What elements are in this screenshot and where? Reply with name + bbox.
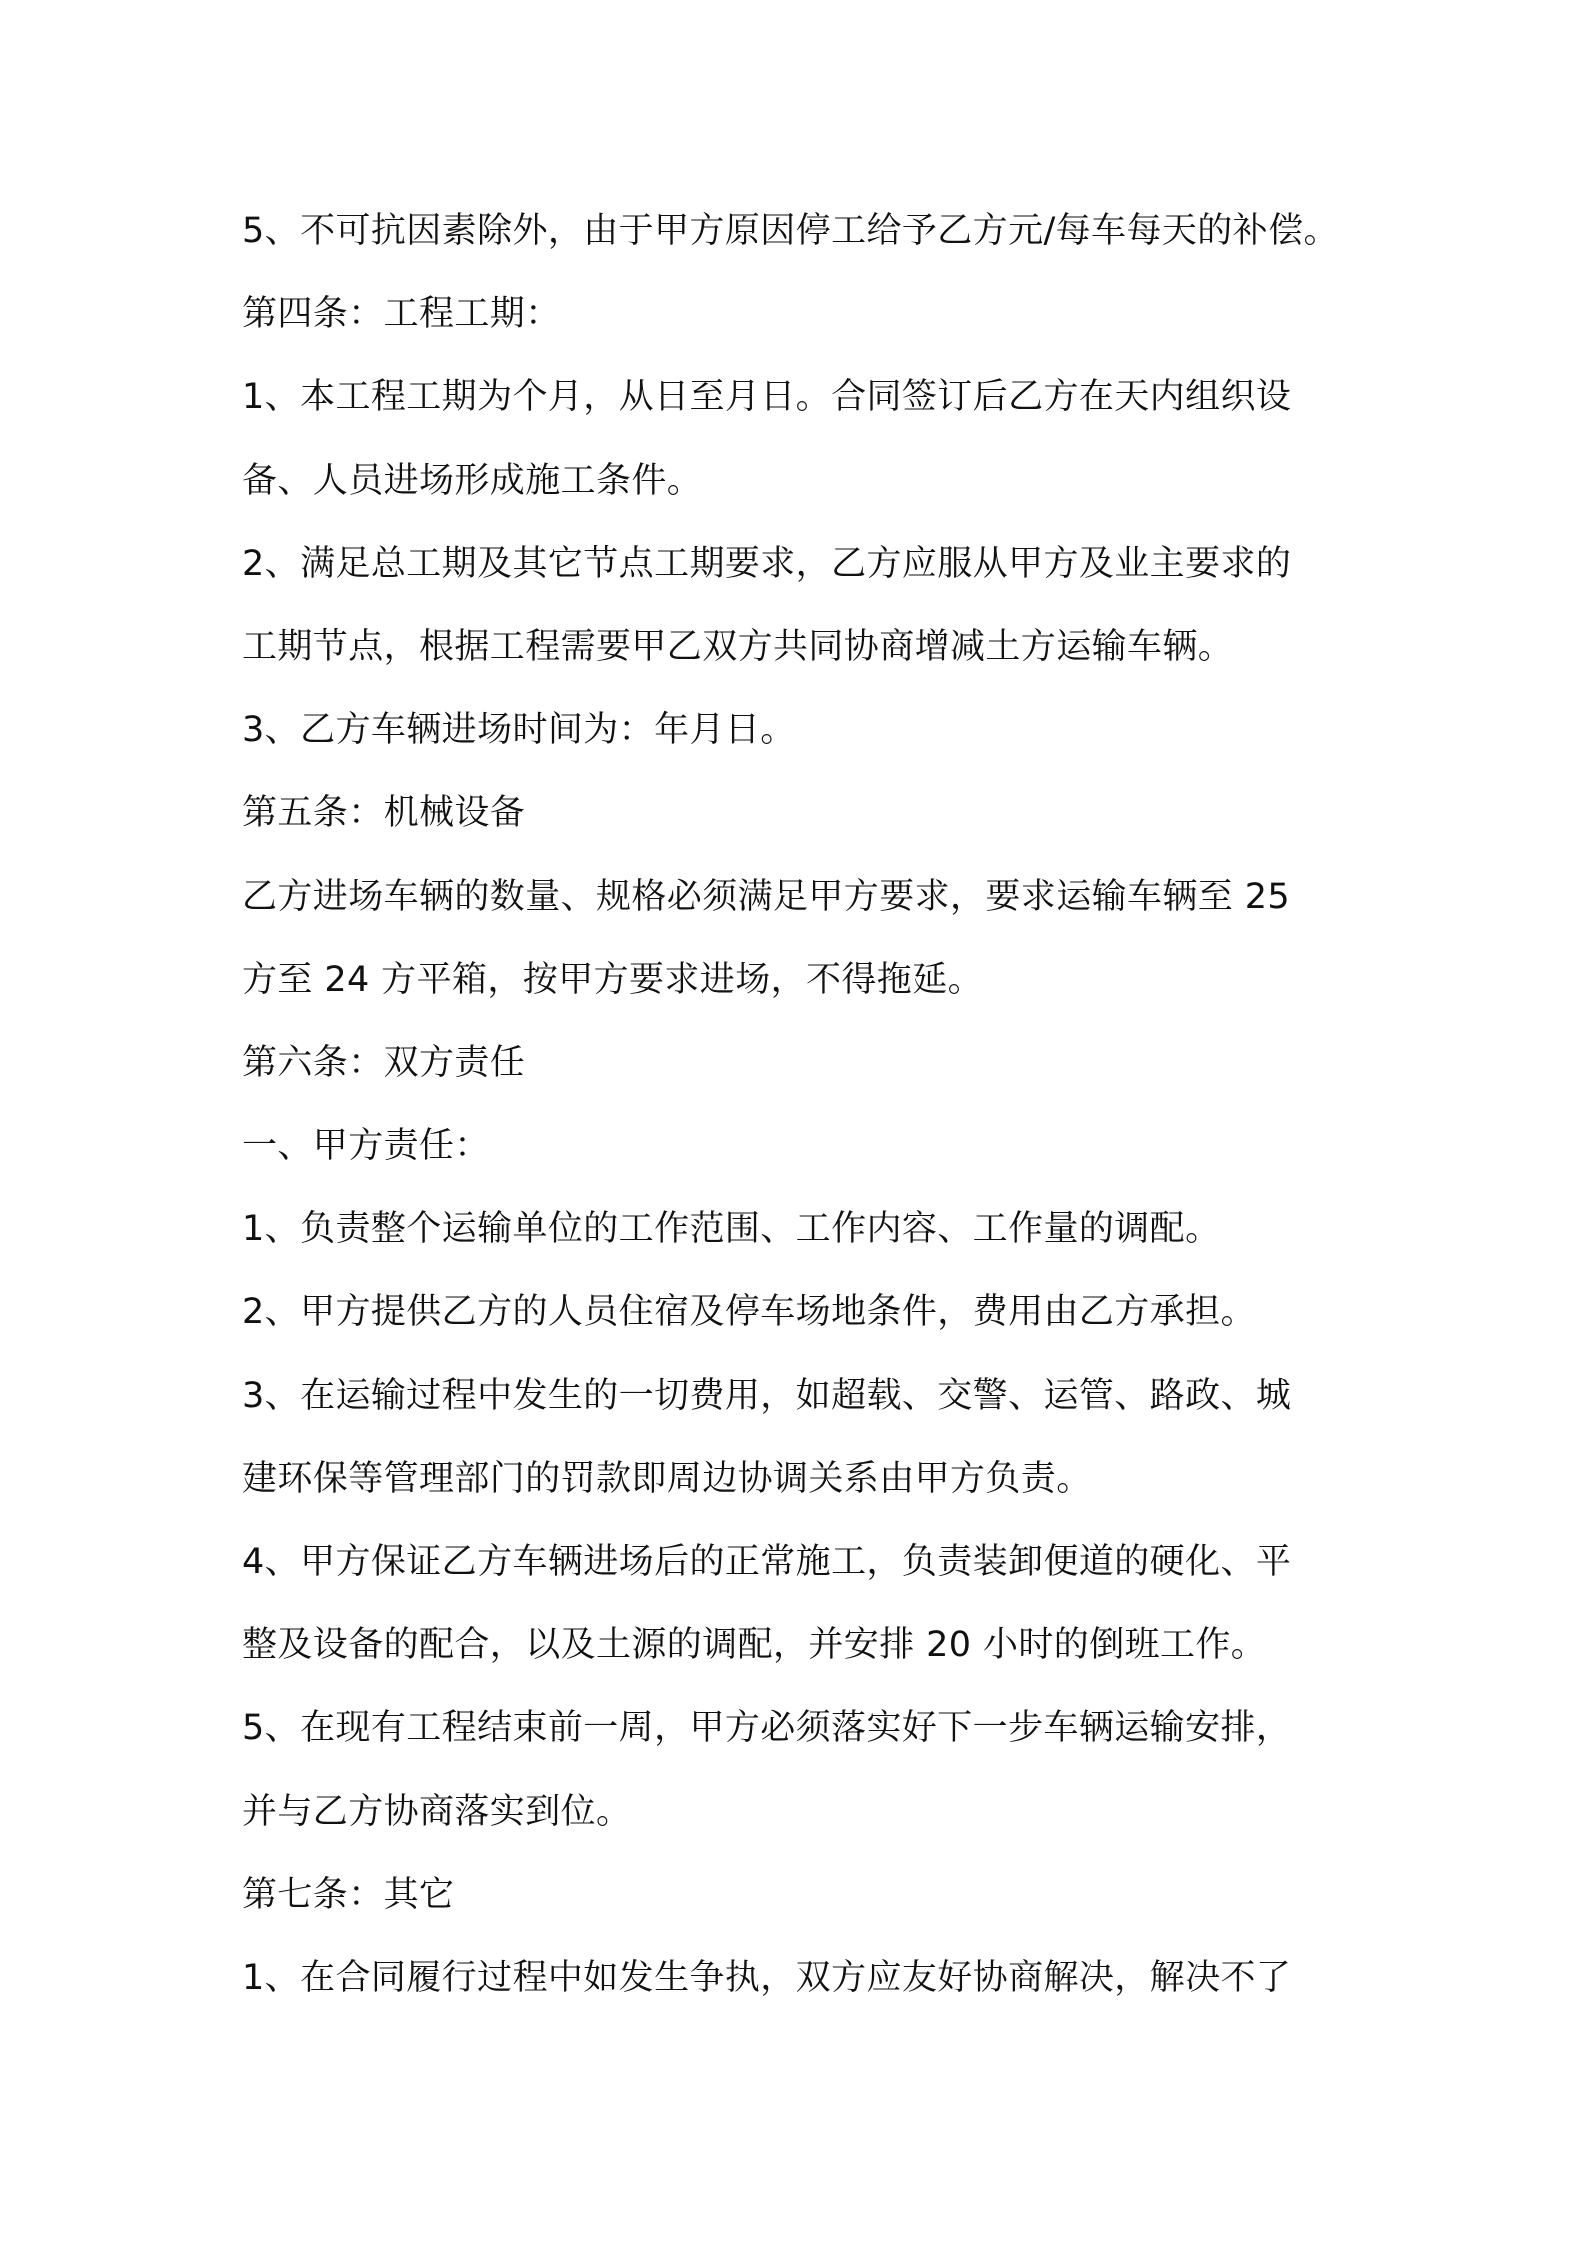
section-heading: 第五条：机械设备 — [242, 793, 526, 834]
text-line: 2、甲方提供乙方的人员住宿及停车场地条件，费用由乙方承担。 — [242, 1292, 1256, 1333]
text-line: 3、在运输过程中发生的一切费用，如超载、交警、运管、路政、城 — [242, 1375, 1292, 1416]
section-heading: 第六条：双方责任 — [242, 1042, 526, 1083]
text-line: 2、满足总工期及其它节点工期要求，乙方应服从甲方及业主要求的 — [242, 543, 1292, 584]
text-line: 建环保等管理部门的罚款即周边协调关系由甲方负责。 — [242, 1458, 1092, 1499]
text-line: 工期节点，根据工程需要甲乙双方共同协商增减土方运输车辆。 — [242, 626, 1234, 667]
text-line: 5、在现有工程结束前一周，甲方必须落实好下一步车辆运输安排， — [242, 1708, 1292, 1749]
text-line: 乙方进场车辆的数量、规格必须满足甲方要求，要求运输车辆至 25 — [242, 876, 1291, 917]
text-line: 1、在合同履行过程中如发生争执，双方应友好协商解决，解决不了 — [242, 1957, 1292, 1998]
document-body — [242, 190, 1360, 2020]
text-line: 整及设备的配合，以及土源的调配，并安排 20 小时的倒班工作。 — [242, 1625, 1267, 1666]
text-line: 3、乙方车辆进场时间为：年月日。 — [242, 710, 796, 751]
text-line: 备、人员进场形成施工条件。 — [242, 460, 703, 501]
section-heading: 第四条：工程工期： — [242, 294, 561, 335]
text-line: 方至 24 方平箱，按甲方要求进场，不得拖延。 — [242, 959, 983, 1000]
text-line: 并与乙方协商落实到位。 — [242, 1791, 632, 1832]
text-line: 4、甲方保证乙方车辆进场后的正常施工，负责装卸便道的硬化、平 — [242, 1542, 1292, 1582]
text-line: 1、本工程工期为个月，从日至月日。合同签订后乙方在天内组织设 — [242, 377, 1292, 418]
section-heading: 第七条：其它 — [242, 1874, 455, 1915]
text-line: 1、负责整个运输单位的工作范围、工作内容、工作量的调配。 — [242, 1209, 1221, 1250]
text-line: 5、不可抗因素除外，由于甲方原因停工给予乙方元/每车每天的补偿。 — [242, 211, 1339, 251]
subsection-heading: 一、甲方责任： — [242, 1126, 490, 1167]
